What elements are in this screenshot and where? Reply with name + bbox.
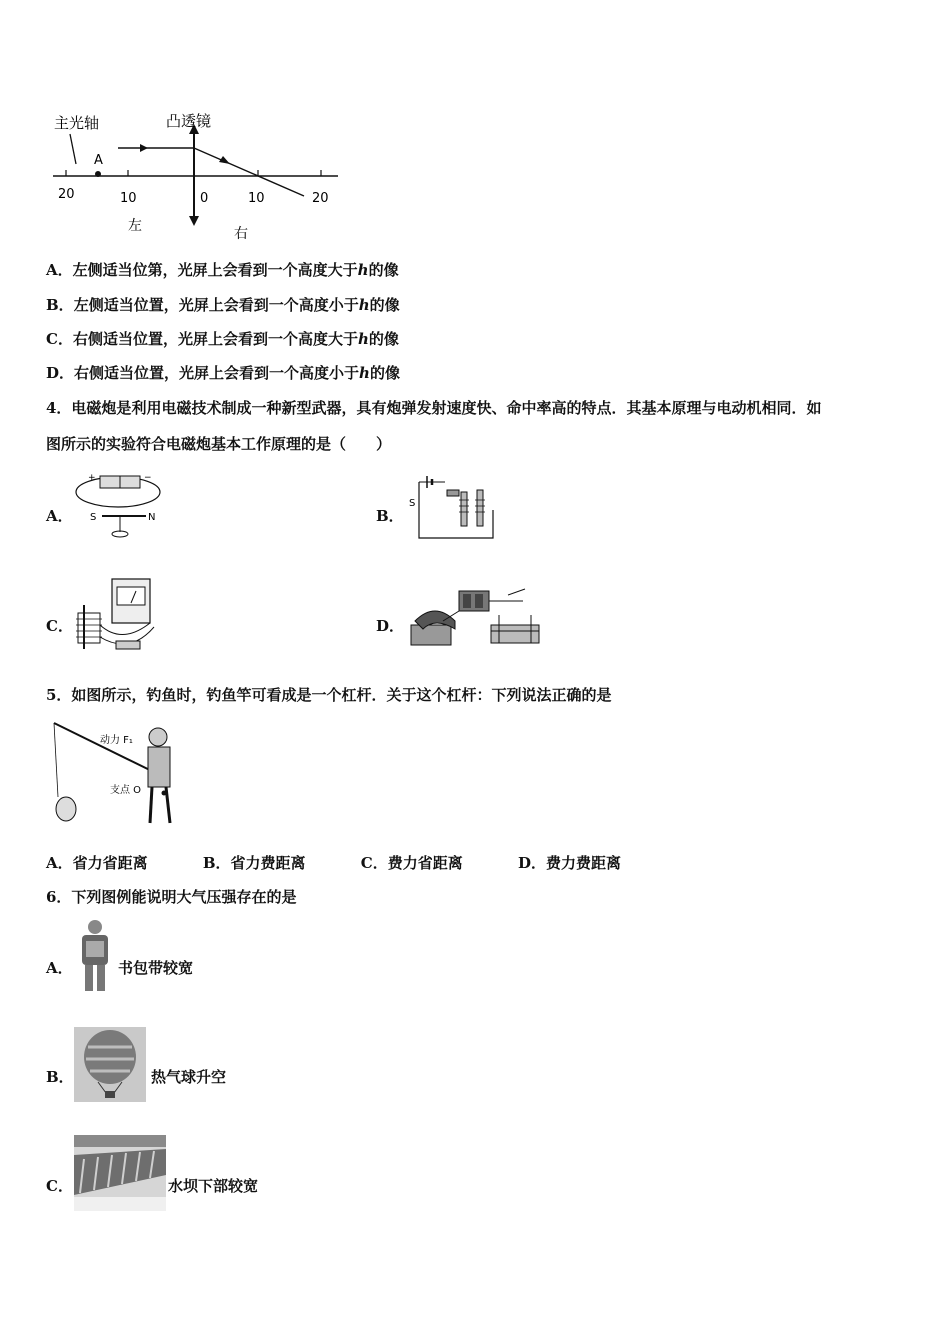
student-backpack-image bbox=[74, 917, 116, 993]
axis-label: 主光轴 bbox=[54, 114, 100, 132]
force-label: 动力 F₁ bbox=[100, 735, 133, 746]
svg-text:−: − bbox=[144, 473, 152, 483]
hot-air-balloon-image bbox=[74, 1027, 146, 1102]
tick-label: 0 bbox=[200, 191, 209, 206]
tick-label: 10 bbox=[248, 191, 265, 206]
q4-option-b-letter: B． bbox=[376, 507, 404, 525]
q5-option-b: B．省力费距离 bbox=[202, 854, 306, 872]
q5-option-c: C．费力省距离 bbox=[360, 854, 463, 872]
electromagnet-svg bbox=[405, 470, 500, 545]
electromagnetic-induction-svg bbox=[70, 575, 165, 655]
q6-option-b-letter: B． bbox=[46, 1068, 74, 1086]
q4-fig-a bbox=[70, 470, 170, 545]
left-label: 左 bbox=[128, 218, 142, 234]
point-a-label: A bbox=[94, 153, 103, 168]
needle-n-label: N bbox=[148, 512, 156, 523]
tick-label: 20 bbox=[312, 191, 329, 206]
q6-option-c-letter: C． bbox=[46, 1177, 73, 1195]
right-label: 右 bbox=[234, 226, 248, 242]
q3-option-d: D．右侧适当位置，光屏上会看到一个高度小于h的像 bbox=[46, 364, 400, 382]
point-a-marker bbox=[95, 171, 101, 177]
q6-option-b-text: 热气球升空 bbox=[151, 1068, 227, 1086]
fishing-rod-svg bbox=[46, 715, 188, 830]
q5-options bbox=[46, 852, 671, 873]
q3-option-a: A．左侧适当位第，光屏上会看到一个高度大于h的像 bbox=[46, 261, 399, 279]
q6-option-a-text: 书包带较宽 bbox=[118, 959, 194, 977]
q5-option-a: A．省力省距离 bbox=[46, 854, 148, 872]
switch-s-label: S bbox=[409, 498, 416, 509]
dam-image bbox=[74, 1135, 166, 1211]
q5-fishing-figure bbox=[46, 715, 188, 830]
q4-fig-c bbox=[70, 575, 165, 655]
q6-option-a-letter: A． bbox=[46, 959, 73, 977]
q6-fig-b-balloon bbox=[74, 1027, 146, 1102]
svg-text:+: + bbox=[88, 473, 96, 483]
q6-fig-c-dam bbox=[74, 1135, 166, 1211]
oersted-experiment-svg bbox=[70, 470, 170, 545]
q5-stem: 5．如图所示，钓鱼时，钓鱼竿可看成是一个杠杆．关于这个杠杆：下列说法正确的是 bbox=[46, 686, 612, 704]
q3-option-c: C．右侧适当位置，光屏上会看到一个高度大于h的像 bbox=[46, 330, 399, 348]
lens-diagram bbox=[48, 108, 348, 243]
q3-option-b: B．左侧适当位置，光屏上会看到一个高度小于h的像 bbox=[46, 296, 400, 314]
lens-label: 凸透镜 bbox=[166, 112, 212, 130]
q6-option-c-text: 水坝下部较宽 bbox=[168, 1177, 259, 1195]
q4-option-c-letter: C． bbox=[46, 617, 73, 635]
pivot-label: 支点 O bbox=[110, 785, 142, 796]
tick-label: 20 bbox=[58, 187, 75, 202]
motor-rail-svg bbox=[403, 585, 543, 653]
needle-s-label: S bbox=[90, 512, 97, 523]
lens-diagram-svg bbox=[48, 108, 348, 243]
q4-fig-b bbox=[405, 470, 500, 545]
q6-stem: 6．下列图例能说明大气压强存在的是 bbox=[46, 888, 297, 906]
q4-fig-d bbox=[403, 585, 543, 653]
q6-fig-a-backpack bbox=[74, 917, 116, 993]
q4-option-d-letter: D． bbox=[376, 617, 405, 635]
q5-option-d: D．费力费距离 bbox=[517, 854, 621, 872]
tick-label: 10 bbox=[120, 191, 137, 206]
q4-stem-line2: 图所示的实验符合电磁炮基本工作原理的是（ ） bbox=[46, 435, 392, 453]
q4-option-a-letter: A． bbox=[46, 507, 73, 525]
q4-stem-line1: 4．电磁炮是利用电磁技术制成一种新型武器，具有炮弹发射速度快、命中率高的特点．其基本原理与电动机相同．如 bbox=[46, 399, 822, 417]
